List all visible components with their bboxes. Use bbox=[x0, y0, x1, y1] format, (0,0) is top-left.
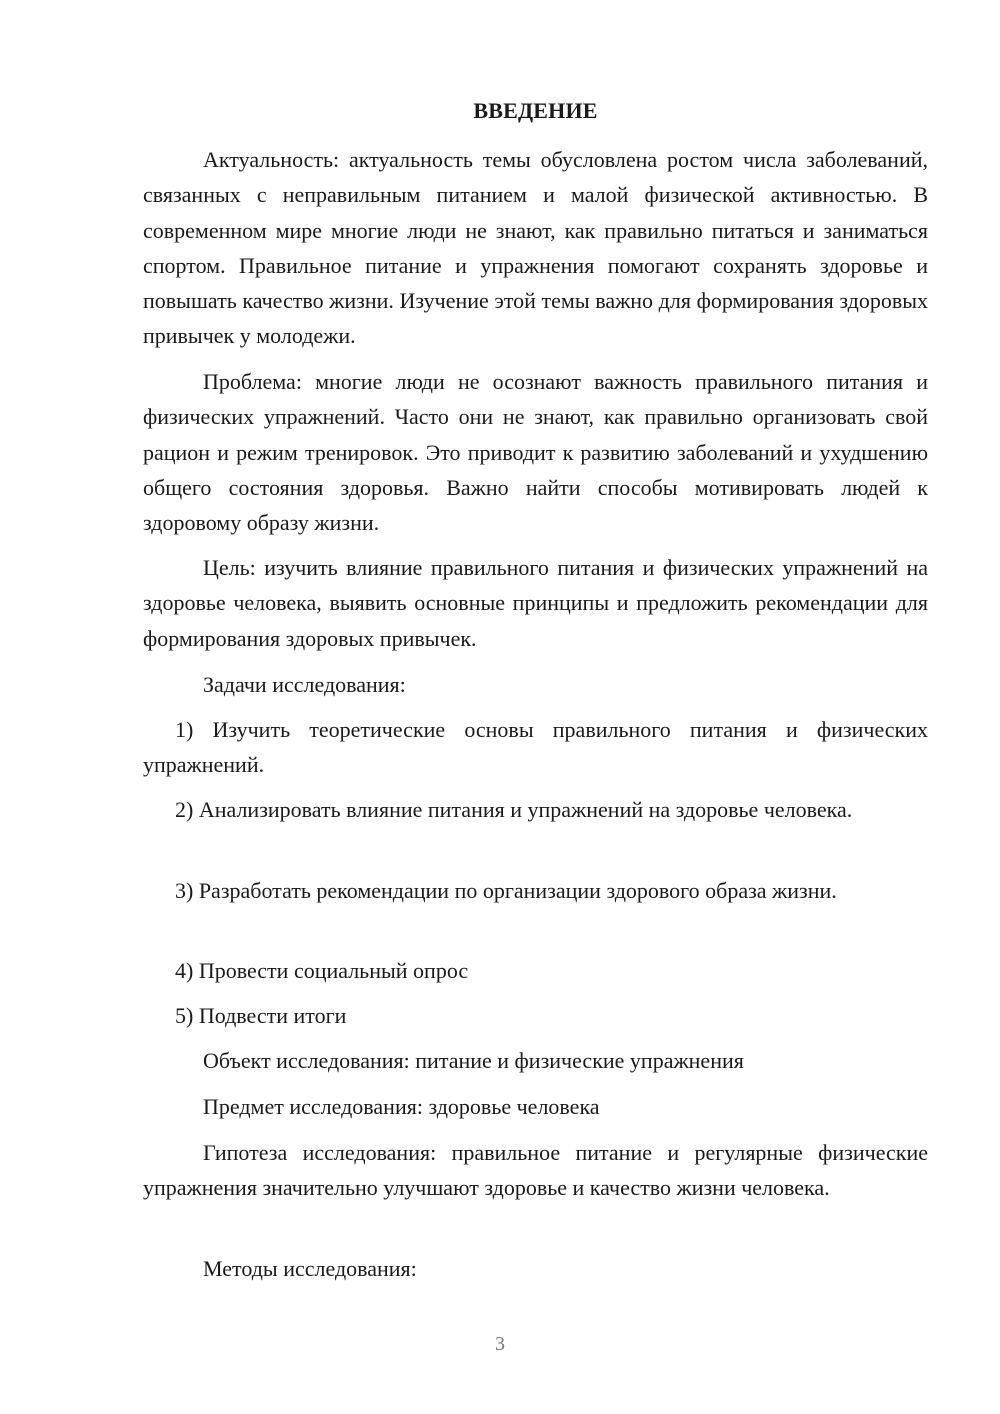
paragraph-relevance: Актуальность: актуальность темы обусловлена ростом числа заболеваний, связанных с неправильным питанием и малой физической активностью. В современном мире многие люди не знают, как правильно питаться и заниматься спортом. Правильное питание и упражнения помогают сохранять здоровье и повышать качество жизни. Изучение этой темы важно для формирования здоровых привычек у молодежи. bbox=[143, 147, 928, 349]
research-hypothesis: Гипотеза исследования: правильное питание и регулярные физические упражнения значительно улучшают здоровье и качество жизни человека. bbox=[143, 1140, 928, 1201]
task-item-1: 1) Изучить теоретические основы правильного питания и физических упражнений. bbox=[143, 717, 928, 778]
tasks-heading: Задачи исследования: bbox=[203, 672, 406, 697]
task-item-5: 5) Подвести итоги bbox=[175, 1003, 347, 1028]
task-item-2: 2) Анализировать влияние питания и упражнений на здоровье человека. bbox=[175, 797, 853, 822]
page-heading: ВВЕДЕНИЕ bbox=[473, 98, 598, 123]
task-item-3: 3) Разработать рекомендации по организации здорового образа жизни. bbox=[175, 878, 837, 903]
research-object: Объект исследования: питание и физические упражнения bbox=[203, 1048, 744, 1073]
research-subject: Предмет исследования: здоровье человека bbox=[203, 1094, 600, 1119]
paragraph-problem: Проблема: многие люди не осознают важность правильного питания и физических упражнений. Часто они не знают, как правильно организовать свой рацион и режим тренировок. Это приводит к развитию заболеваний и ухудшению общего состояния здоровья. Важно найти способы мотивировать людей к здоровому образу жизни. bbox=[143, 369, 928, 536]
research-methods: Методы исследования: bbox=[203, 1256, 417, 1281]
page-number: 3 bbox=[495, 1333, 505, 1355]
paragraph-goal: Цель: изучить влияние правильного питания и физических упражнений на здоровье человека, выявить основные принципы и предложить рекомендации для формирования здоровых привычек. bbox=[143, 555, 928, 651]
task-item-4: 4) Провести социальный опрос bbox=[175, 958, 469, 983]
